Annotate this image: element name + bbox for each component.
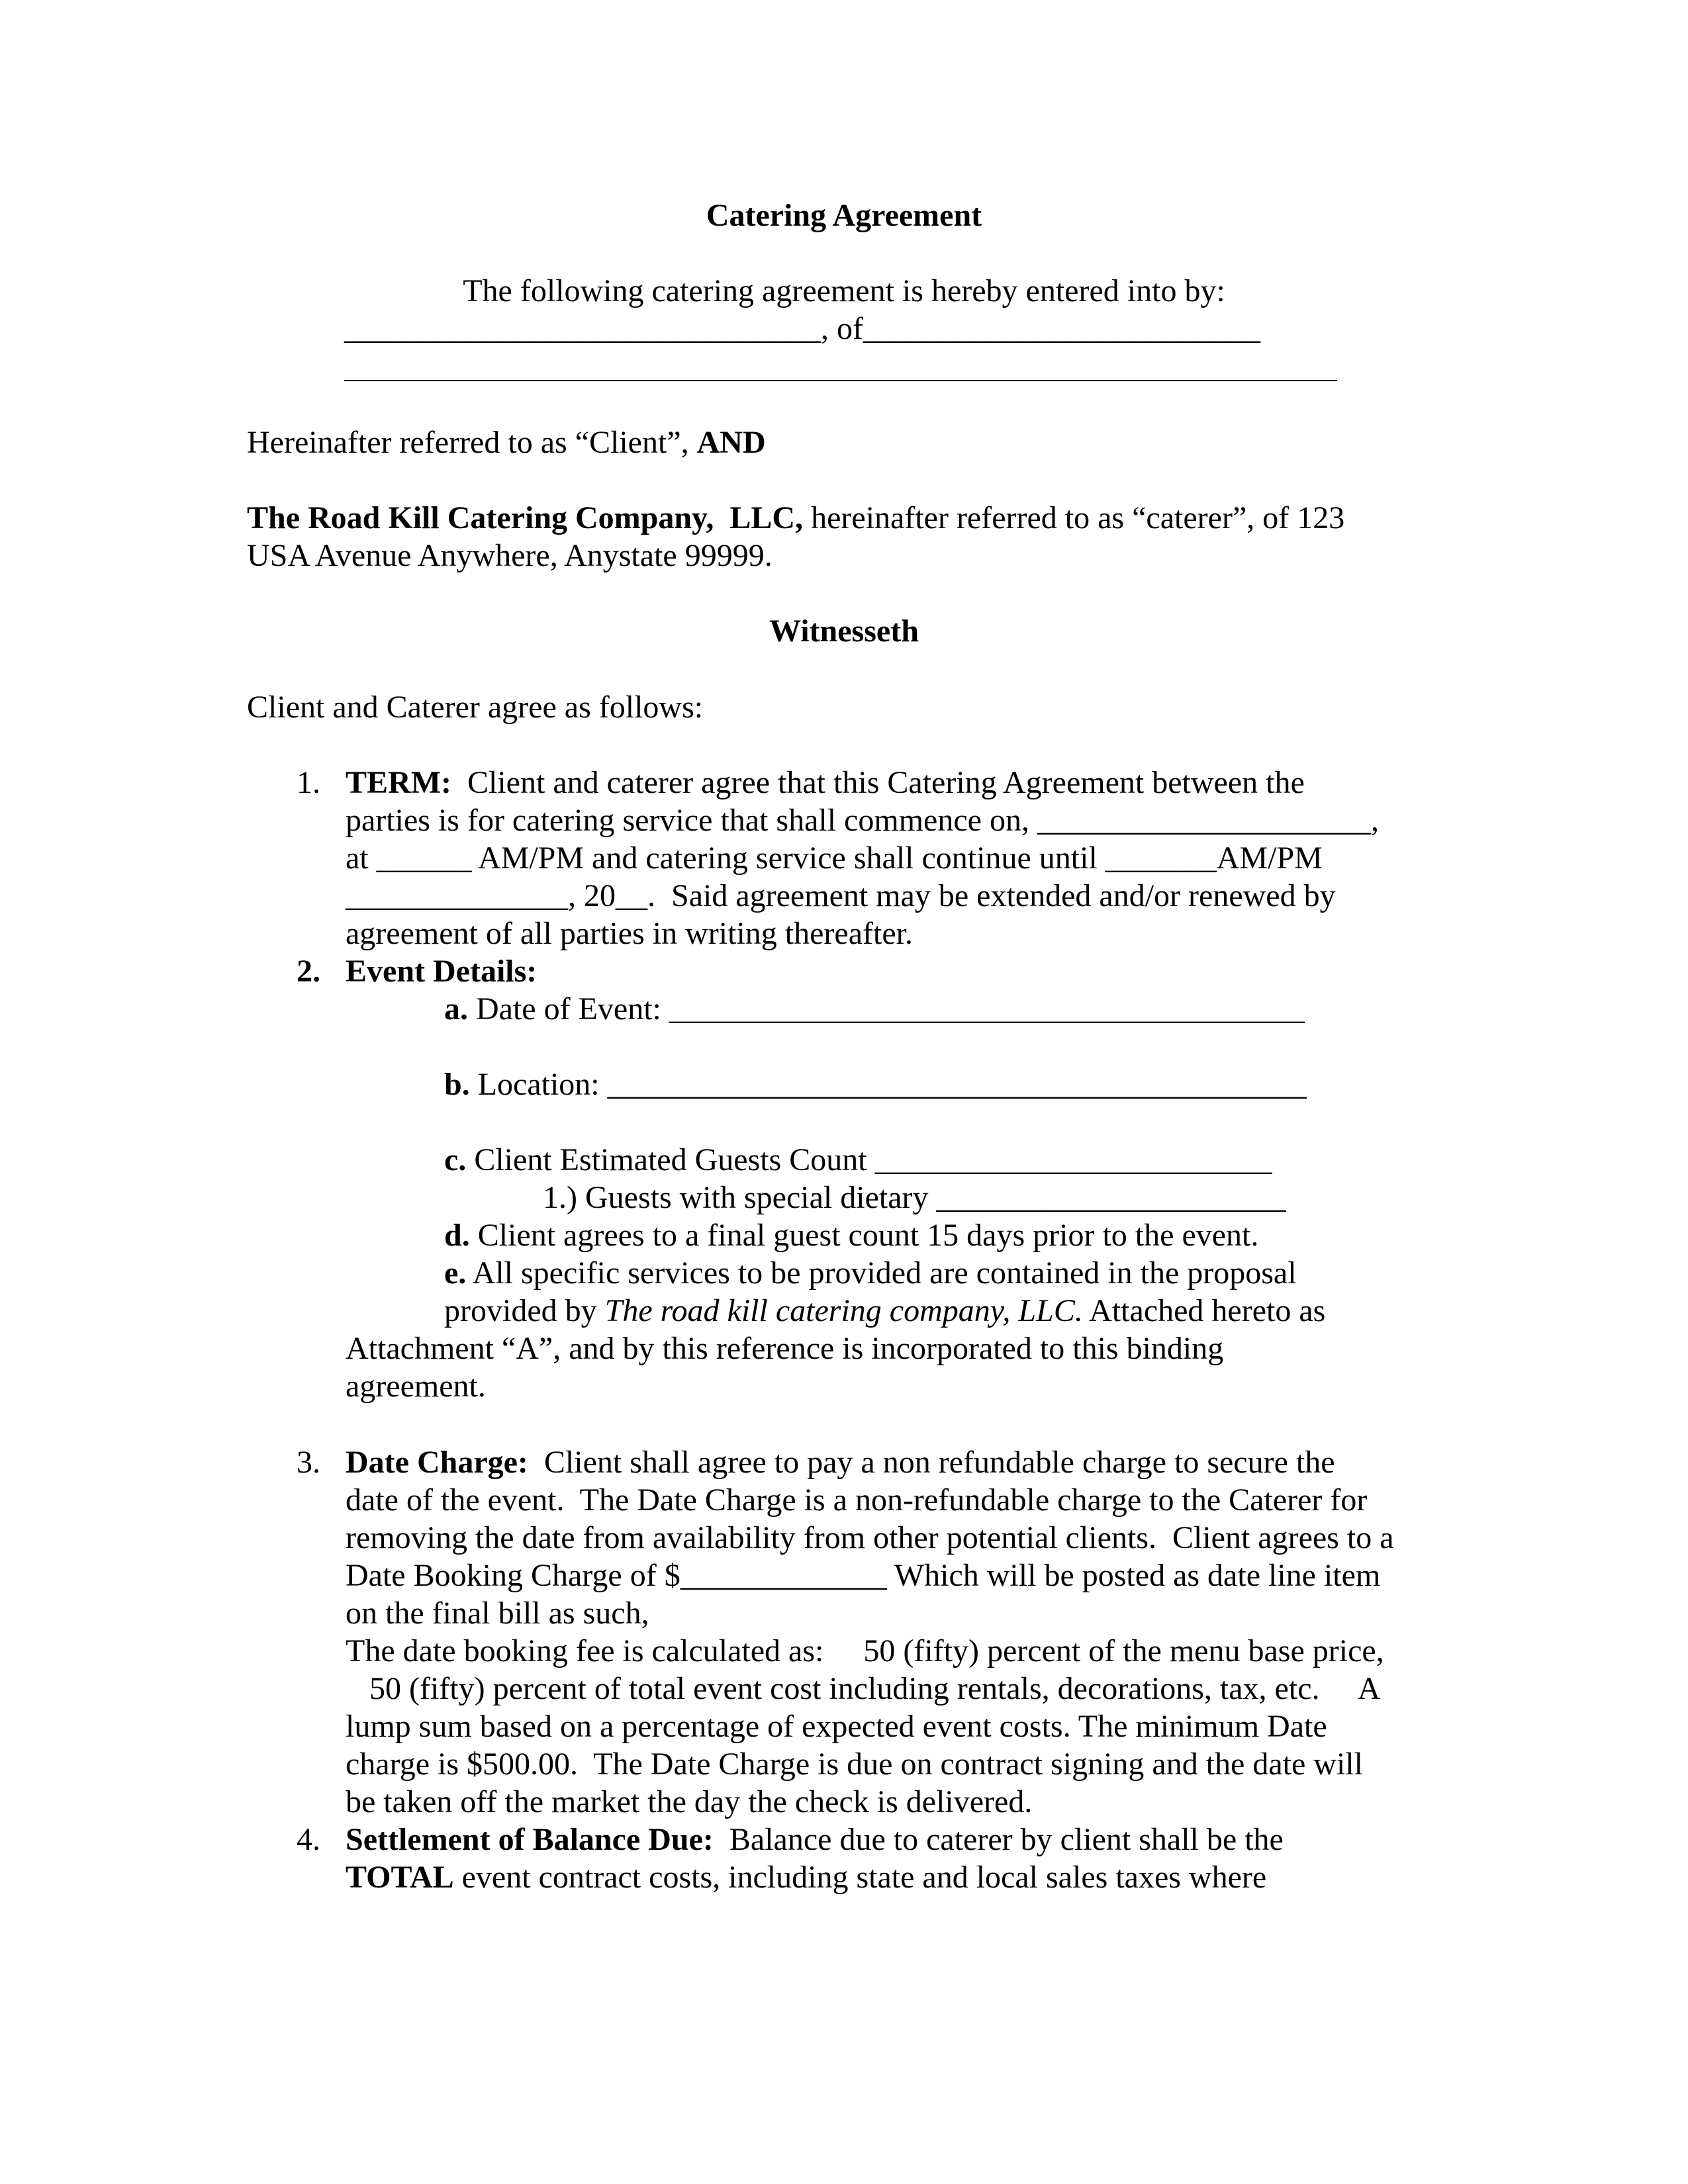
party-name-blank[interactable]: ______________________________ bbox=[344, 311, 821, 346]
client-reference bbox=[247, 427, 766, 459]
item-a-label: a. bbox=[444, 991, 468, 1026]
caterer-name: The Road Kill Catering Company, LLC, bbox=[247, 500, 804, 535]
section-3-line-8: lump sum based on a percentage of expected event costs. The minimum Date bbox=[346, 1709, 1327, 1744]
intro-party-line bbox=[344, 313, 1260, 345]
section-4-text: Balance due to caterer by client shall be the bbox=[713, 1822, 1284, 1857]
agree-intro: Client and Caterer agree as follows: bbox=[247, 690, 704, 725]
client-reference-text: Hereinafter referred to as “Client”, bbox=[247, 425, 697, 460]
section-3-line-2: date of the event. The Date Charge is a non-refundable charge to the Caterer for bbox=[346, 1482, 1368, 1518]
section-4-line-2 bbox=[346, 1862, 1266, 1893]
and-keyword: AND bbox=[696, 425, 766, 460]
item-e-label: e. bbox=[444, 1255, 467, 1291]
section-3-heading: Date Charge: bbox=[346, 1445, 528, 1480]
location-field[interactable]: Location: ____________________________________________ bbox=[469, 1067, 1307, 1102]
attached-hereto: Attached hereto as bbox=[1082, 1293, 1326, 1328]
total-keyword: TOTAL bbox=[346, 1860, 454, 1895]
section-4-heading: Settlement of Balance Due: bbox=[346, 1822, 714, 1857]
event-date-field[interactable]: Date of Event: ________________________________________ bbox=[468, 991, 1305, 1026]
services-line-3: Attachment “A”, and by this reference is incorporated to this binding bbox=[346, 1331, 1224, 1366]
section-3-line-3: removing the date from availability from other potential clients. Client agrees to a bbox=[346, 1520, 1394, 1555]
section-2-number: 2. bbox=[297, 954, 320, 989]
section-1-line-2: parties is for catering service that shall commence on, _____________________, bbox=[346, 803, 1379, 838]
intro-line: The following catering agreement is hereby entered into by: bbox=[463, 273, 1225, 308]
section-3-line-10: be taken off the market the day the check is delivered. bbox=[346, 1784, 1033, 1819]
section-3-number: 3. bbox=[297, 1445, 320, 1480]
section-4-number: 4. bbox=[297, 1822, 320, 1857]
caterer-reference-text: hereinafter referred to as “caterer”, of 123 bbox=[803, 500, 1345, 535]
address-blank-line[interactable] bbox=[344, 380, 1337, 381]
guest-count-row bbox=[444, 1144, 1272, 1176]
section-4-line-1 bbox=[346, 1824, 1284, 1856]
caterer-address: USA Avenue Anywhere, Anystate 99999. bbox=[247, 538, 773, 573]
services-provided-by: provided by bbox=[444, 1293, 605, 1328]
section-3-line-7: 50 (fifty) percent of total event cost including rentals, decorations, tax, etc. A bbox=[346, 1671, 1381, 1706]
services-row bbox=[444, 1257, 1297, 1289]
section-2-heading: Event Details: bbox=[346, 954, 538, 989]
item-c-label: c. bbox=[444, 1142, 467, 1177]
item-b-label: b. bbox=[444, 1067, 470, 1102]
party-address-blank[interactable]: _________________________ bbox=[863, 311, 1260, 346]
section-4-text-2: event contract costs, including state and local sales taxes where bbox=[453, 1860, 1267, 1895]
dietary-guests-field[interactable]: 1.) Guests with special dietary ______________________ bbox=[543, 1180, 1286, 1215]
date-booking-charge-field[interactable]: Date Booking Charge of $_____________ Which will be posted as date line item bbox=[346, 1558, 1381, 1593]
section-3-line-1 bbox=[346, 1447, 1335, 1479]
services-line-4: agreement. bbox=[346, 1369, 486, 1404]
section-1-heading: TERM: bbox=[346, 765, 451, 800]
final-count-text: Client agrees to a final guest count 15 days prior to the event. bbox=[469, 1218, 1259, 1253]
guest-count-field[interactable]: Client Estimated Guests Count _________________________ bbox=[466, 1142, 1272, 1177]
location-row bbox=[444, 1069, 1307, 1101]
services-text: All specific services to be provided are contained in the proposal bbox=[466, 1255, 1297, 1291]
section-3-line-5: on the final bill as such, bbox=[346, 1596, 649, 1631]
witnesseth-heading: Witnesseth bbox=[769, 614, 919, 649]
document-title: Catering Agreement bbox=[706, 198, 982, 233]
section-3-text: Client shall agree to pay a non refundable charge to secure the bbox=[528, 1445, 1335, 1480]
services-line-2 bbox=[444, 1295, 1325, 1327]
section-1-line-3: at ______ AM/PM and catering service shall continue until _______AM/PM bbox=[346, 841, 1323, 876]
section-1-line-4: ______________, 20__. Said agreement may be extended and/or renewed by bbox=[346, 878, 1336, 913]
company-name-italic: The road kill catering company, LLC. bbox=[604, 1293, 1083, 1328]
section-1-number: 1. bbox=[297, 765, 320, 800]
section-3-line-9: charge is $500.00. The Date Charge is due on contract signing and the date will bbox=[346, 1747, 1363, 1782]
section-3-line-6: The date booking fee is calculated as: 50 (fifty) percent of the menu base price, bbox=[346, 1633, 1384, 1668]
section-1-line-5: agreement of all parties in writing thereafter. bbox=[346, 916, 913, 951]
item-d-label: d. bbox=[444, 1218, 470, 1253]
section-1-text: Client and caterer agree that this Catering Agreement between the bbox=[451, 765, 1305, 800]
section-1-line-1 bbox=[346, 767, 1305, 799]
caterer-line-1 bbox=[247, 502, 1344, 534]
of-label: , of bbox=[821, 311, 863, 346]
event-date-row bbox=[444, 993, 1305, 1025]
final-count-row bbox=[444, 1220, 1258, 1251]
